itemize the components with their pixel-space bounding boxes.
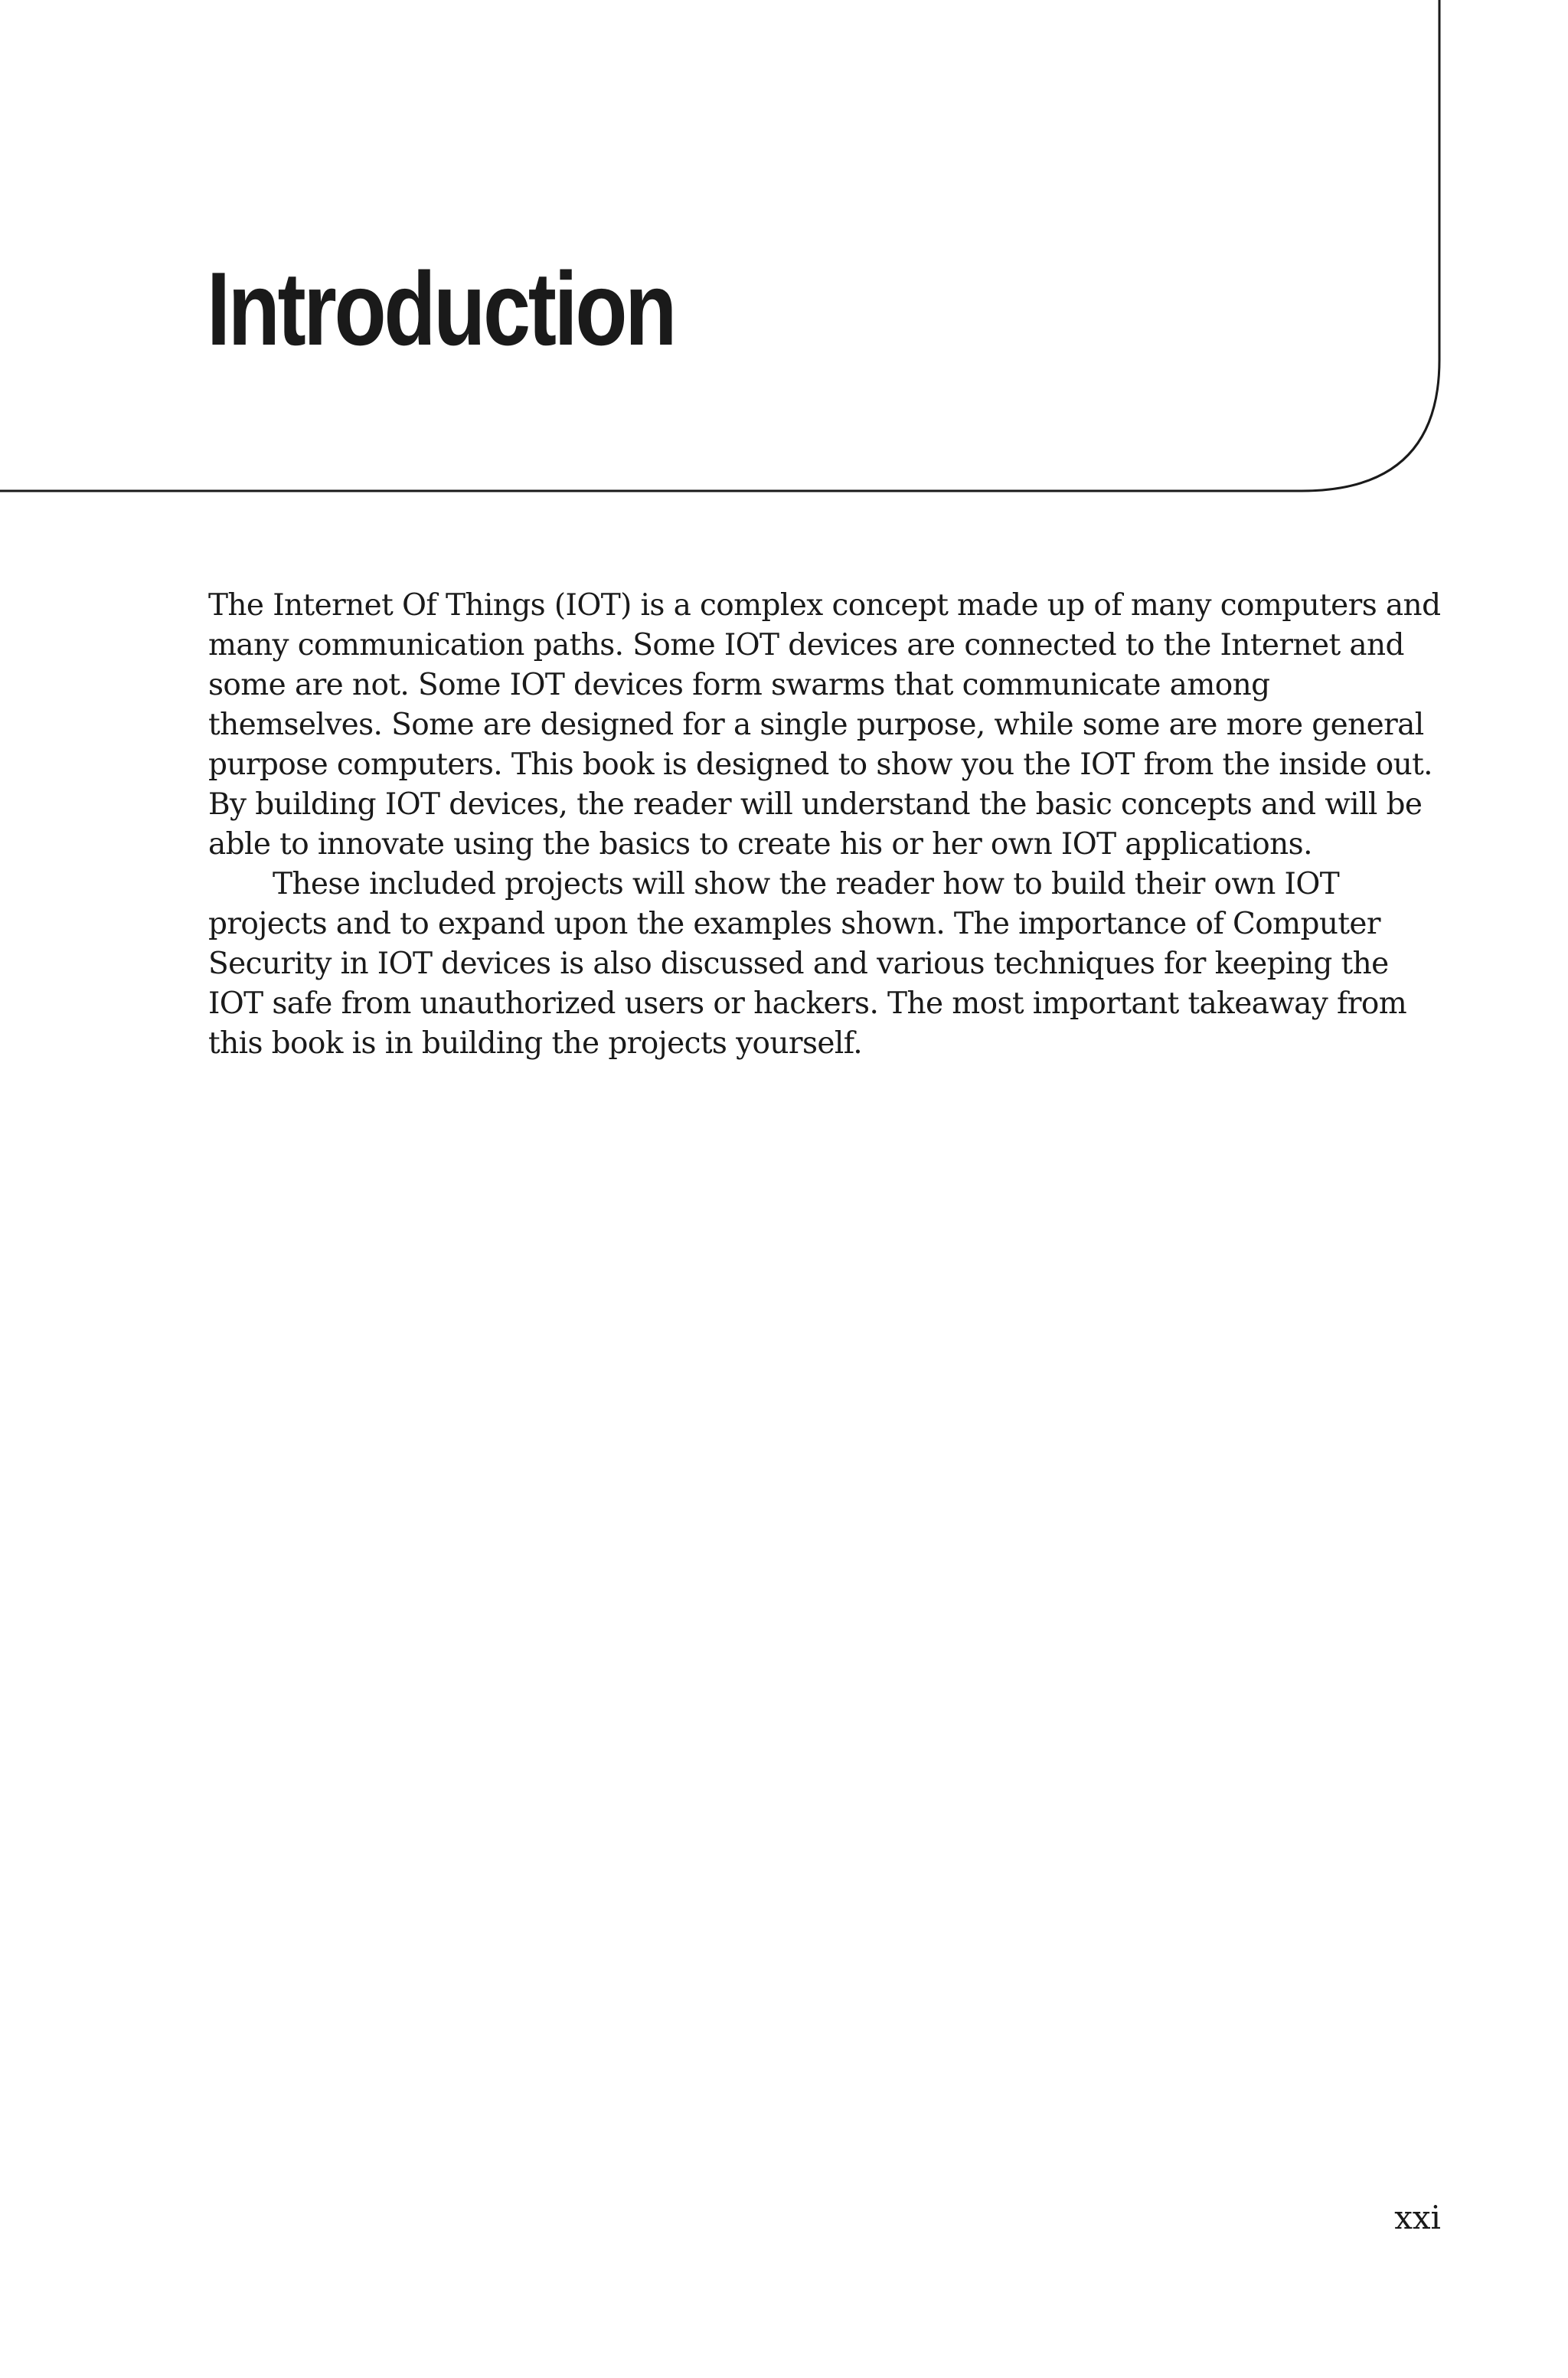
body-text xyxy=(208,586,1441,1064)
page-number: xxi xyxy=(1394,2199,1441,2236)
paragraph-1: The Internet Of Things (IOT) is a complex concept made up of many computers and many communication paths. Some IOT devices are connected to the Internet and some are not. Some IOT devices form swarms that communicate among themselves. Some are designed for a single purpose, while some are more general purpose computers. This book is designed to show you the IOT from the inside out. By building IOT devices, the reader will understand the basic concepts and will be able to innovate using the basics to create his or her own IOT applications. xyxy=(208,588,1441,862)
paragraph-2: These included projects will show the reader how to build their own IOT projects and to expand upon the examples shown. The importance of Computer Security in IOT devices is also discussed and various techniques for keeping the IOT safe from unauthorized users or hackers. The most important takeaway from this book is in building the projects yourself. xyxy=(208,867,1407,1061)
chapter-title: Introduction xyxy=(207,250,675,367)
chapter-header-border xyxy=(0,0,1439,491)
